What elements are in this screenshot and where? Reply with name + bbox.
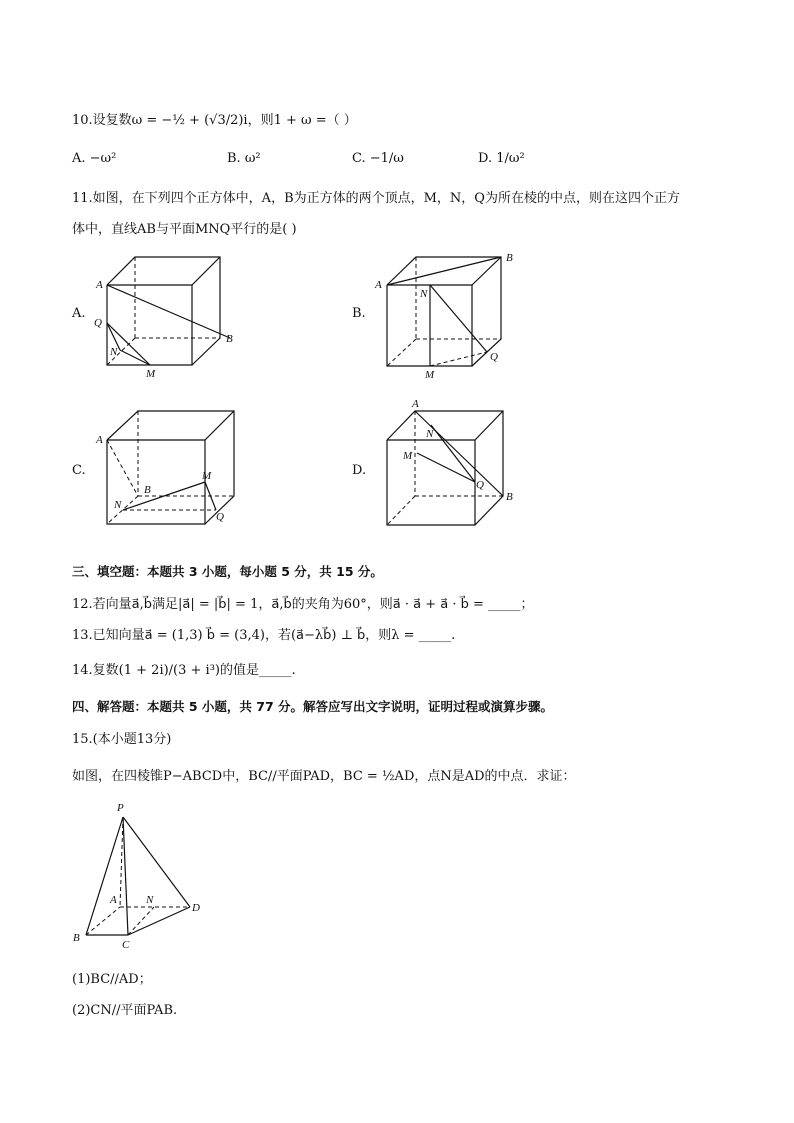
q10-option-a: A. −ω²	[72, 151, 117, 166]
q11-figd-point-q: Q	[476, 479, 484, 491]
q11-figa-point-b: B	[226, 333, 233, 345]
q11-cube-figure-d	[372, 395, 532, 530]
q11-figb-point-m: M	[425, 369, 435, 381]
q11-figb-point-q: Q	[490, 351, 498, 363]
section4-heading: 四、解答题：本题共 5 小题，共 77 分。解答应写出文字说明，证明过程或演算步骤。	[72, 699, 554, 714]
q14-text: 14.复数(1 + 2i)/(3 + i³)的值是_____.	[72, 663, 296, 678]
q11-cube-figure-a	[90, 250, 250, 380]
q11-stem-line1: 11.如图，在下列四个正方体中，A，B为正方体的两个顶点，M，N，Q为所在棱的中点，则在这四个正方	[72, 191, 680, 206]
section3-heading: 三、填空题：本题共 3 小题，每小题 5 分，共 15 分。	[72, 564, 383, 579]
q15-part2: (2)CN//平面PAB.	[72, 1003, 178, 1018]
q15-point-p: P	[117, 802, 124, 814]
q13-text: 13.已知向量a⃗ = (1,3) b⃗ = (3,4)，若(a⃗−λb⃗) ⊥ b⃗，则λ = _____.	[72, 628, 456, 643]
q15-point-b: B	[73, 932, 80, 944]
q11-figb-point-n: N	[420, 288, 428, 300]
q11-figure-a-label: A.	[72, 306, 86, 321]
q11-figb-point-b: B	[506, 252, 513, 264]
q15-point-n: N	[146, 894, 154, 906]
q11-figb-point-a: A	[375, 279, 382, 291]
q12-text: 12.若向量a⃗,b⃗满足|a⃗| = |b⃗| = 1，a⃗,b⃗的夹角为60°，则a⃗ · a⃗ + a⃗ · b⃗ = _____；	[72, 597, 534, 612]
q11-figc-point-a: A	[96, 434, 103, 446]
q15-point-c: C	[122, 939, 130, 951]
q10-option-c: C. −1/ω	[352, 151, 404, 166]
q11-figd-point-m: M	[403, 450, 413, 462]
q11-figure-b-label: B.	[352, 306, 366, 321]
q10-option-d: D. 1/ω²	[478, 151, 525, 166]
q15-stem: 如图，在四棱锥P−ABCD中，BC//平面PAD，BC = ½AD，点N是AD的中点．求证：	[72, 769, 576, 784]
q11-figure-d-label: D.	[352, 463, 367, 478]
q11-figd-point-a: A	[412, 398, 419, 410]
q11-figc-point-q: Q	[216, 511, 224, 523]
q10-stem: 10.设复数ω = −½ + (√3/2)i，则1 + ω =（ ）	[72, 113, 357, 128]
q11-figa-point-a: A	[96, 279, 103, 291]
q11-cube-figure-c	[90, 403, 250, 533]
q11-stem-line2: 体中，直线AB与平面MNQ平行的是( )	[72, 222, 297, 237]
q11-figa-point-m: M	[146, 368, 156, 380]
q11-figd-point-n: N	[426, 428, 434, 440]
q11-figc-point-m: M	[202, 470, 212, 482]
q11-cube-figure-b	[372, 250, 532, 380]
q15-pyramid-figure	[68, 795, 218, 955]
q11-figd-point-b: B	[506, 491, 513, 503]
q15-point-d: D	[192, 902, 200, 914]
q15-part1: (1)BC//AD；	[72, 972, 152, 987]
q15-point-a: A	[110, 894, 117, 906]
q11-figa-point-n: N	[110, 346, 118, 358]
q11-figc-point-n: N	[114, 499, 122, 511]
q11-figc-point-b: B	[144, 484, 151, 496]
q15-title: 15.(本小题13分)	[72, 732, 172, 747]
q11-figure-c-label: C.	[72, 463, 86, 478]
q11-figa-point-q: Q	[94, 317, 102, 329]
q10-option-b: B. ω²	[227, 151, 261, 166]
